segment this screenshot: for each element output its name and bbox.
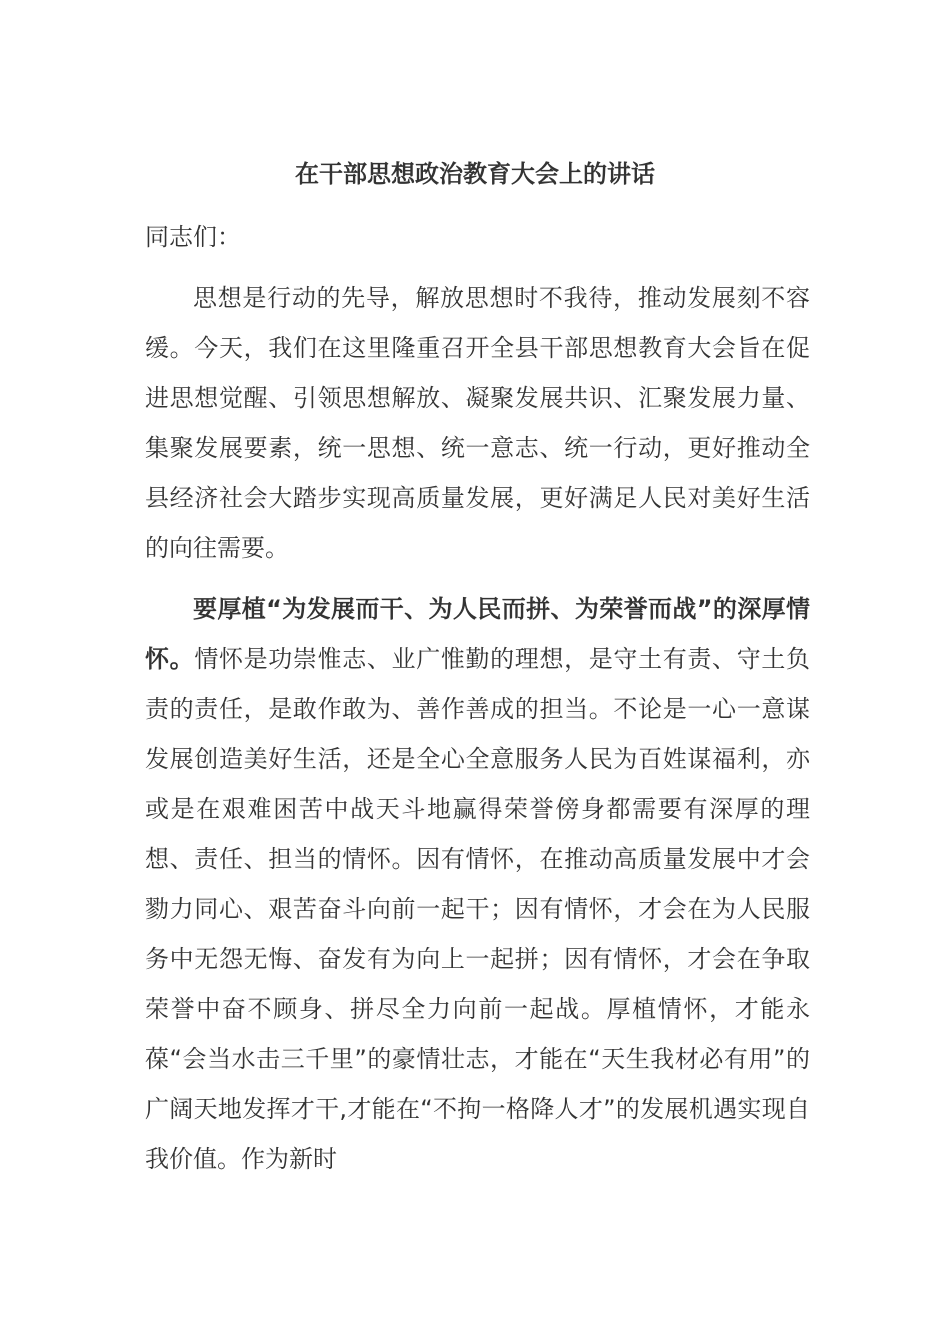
paragraph-section-1 [145, 584, 810, 1184]
document-title: 在干部思想政治教育大会上的讲话 [295, 160, 655, 188]
salutation: 同志们： [145, 223, 241, 251]
paragraph-text: 情怀是功崇惟志、业广惟勤的理想，是守土有责、守土负责的责任，是敢作敢为、善作善成的担当。不论是一心一意谋发展创造美好生活，还是全心全意服务人民为百姓谋福利，亦或是在艰难困苦中战天斗地赢得荣誉傍身都需要有深厚的理想、责任、担当的情怀。因有情怀，在推动高质量发展中才会勠力同心、艰苦奋斗向前一起干；因有情怀，才会在为人民服务中无怨无悔、奋发有为向上一起拼；因有情怀，才会在争取荣誉中奋不顾身、拼尽全力向前一起战。厚植情怀，才能永葆“会当水击三千里”的豪情壮志，才能在“天生我材必有用”的广阔天地发挥才干,才能在“不拘一格降人才”的发展机遇实现自我价值。作为新时 [145, 645, 811, 1173]
paragraph-intro [145, 273, 810, 573]
section-heading: 要厚植“为发展而干、为人民而拼、为荣誉而战”的深厚情怀。 [145, 595, 810, 673]
paragraph-text: 思想是行动的先导，解放思想时不我待，推动发展刻不容缓。今天，我们在这里隆重召开全县干部思想教育大会旨在促进思想觉醒、引领思想解放、凝聚发展共识、汇聚发展力量、集聚发展要素，统一思想、统一意志、统一行动，更好推动全县经济社会大踏步实现高质量发展，更好满足人民对美好生活的向往需要。 [145, 284, 810, 562]
